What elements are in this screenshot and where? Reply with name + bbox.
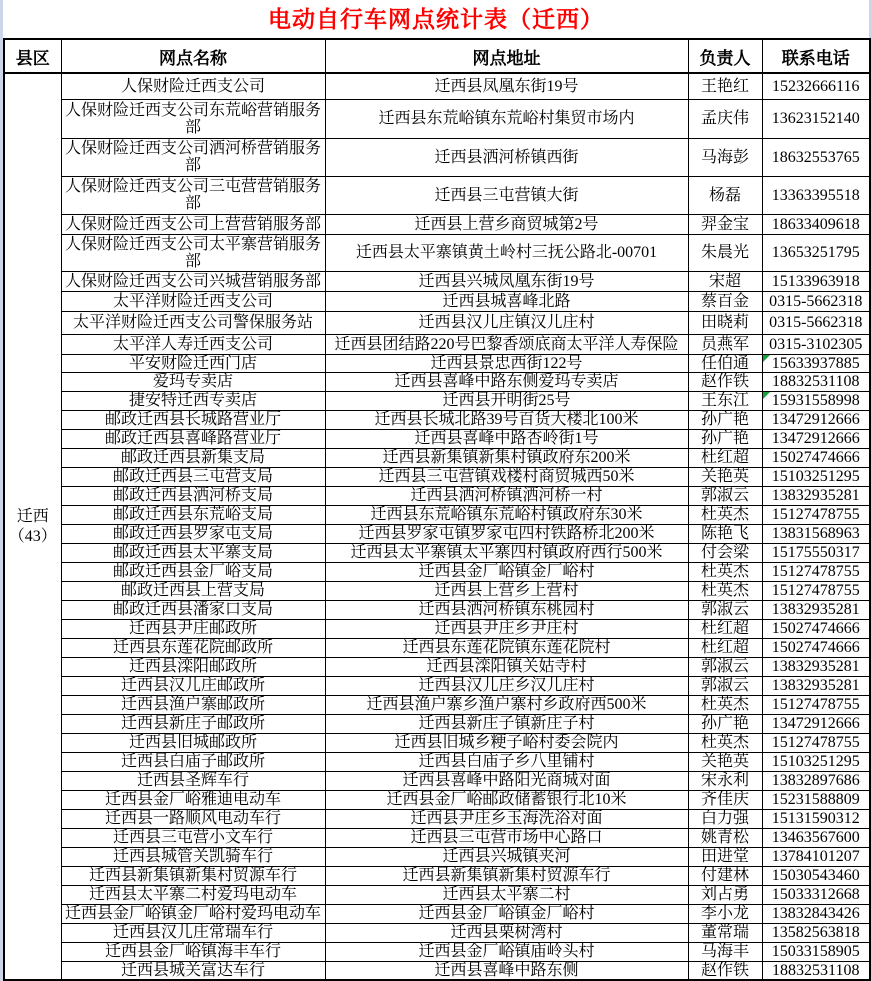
outlet-address-cell[interactable]: 迁西县金厂峪镇庙岭头村 <box>325 942 688 961</box>
outlet-address-cell[interactable]: 迁西县太平寨镇黄土岭村三抚公路北-00701 <box>325 234 688 271</box>
outlet-name-cell[interactable]: 邮政迁西县喜峰路营业厅 <box>61 429 325 448</box>
header-row <box>4 39 870 73</box>
outlet-address-cell[interactable]: 迁西县凤凰东街19号 <box>325 73 688 99</box>
phone-cell[interactable]: 15931558998 <box>762 391 870 410</box>
phone-cell[interactable]: 15033158905 <box>762 942 870 961</box>
phone-cell[interactable]: 18633409618 <box>762 214 870 234</box>
table-row <box>4 581 870 600</box>
phone-cell[interactable]: 15127478755 <box>762 562 870 581</box>
table-row <box>4 885 870 904</box>
table-row <box>4 619 870 638</box>
manager-cell[interactable]: 赵作铁 <box>688 961 762 980</box>
manager-cell[interactable]: 杜英杰 <box>688 505 762 524</box>
outlet-name-cell[interactable]: 迁西县滦阳邮政所 <box>61 657 325 676</box>
worksheet-region <box>3 0 869 981</box>
phone-cell[interactable]: 18832531108 <box>762 372 870 391</box>
outlet-name-cell[interactable]: 迁西县金厂峪雅迪电动车 <box>61 790 325 809</box>
manager-cell[interactable]: 关艳英 <box>688 752 762 771</box>
phone-cell[interactable]: 13472912666 <box>762 429 870 448</box>
manager-cell[interactable]: 刘占勇 <box>688 885 762 904</box>
phone-cell[interactable]: 15103251295 <box>762 752 870 771</box>
outlet-address-cell[interactable]: 迁西县金厂峪镇金厂峪村 <box>325 904 688 923</box>
outlet-name-cell[interactable]: 邮政迁西县金厂峪支局 <box>61 562 325 581</box>
outlet-address-cell[interactable]: 迁西县洒河桥镇洒河桥一村 <box>325 486 688 505</box>
col-header-county: 县区 <box>4 39 61 73</box>
outlet-address-cell[interactable]: 迁西县旧城乡粳子峪村委会院内 <box>325 733 688 752</box>
phone-cell[interactable]: 0315-5662318 <box>762 311 870 334</box>
table-row <box>4 234 870 271</box>
manager-cell[interactable]: 马海丰 <box>688 942 762 961</box>
outlet-name-cell[interactable]: 迁西县东莲花院邮政所 <box>61 638 325 657</box>
outlet-address-cell[interactable]: 迁西县上营乡上营村 <box>325 581 688 600</box>
manager-cell[interactable]: 董常瑞 <box>688 923 762 942</box>
manager-cell[interactable]: 杜英杰 <box>688 733 762 752</box>
outlet-name-cell[interactable]: 人保财险迁西支公司太平寨营销服务部 <box>61 234 325 271</box>
outlet-name-cell[interactable]: 迁西县汉儿庄常瑞车行 <box>61 923 325 942</box>
outlet-address-cell[interactable]: 迁西县团结路220号巴黎香颂底商太平洋人寿保险 <box>325 334 688 354</box>
outlet-address-cell[interactable]: 迁西县白庙子乡八里铺村 <box>325 752 688 771</box>
manager-cell[interactable]: 杜英杰 <box>688 581 762 600</box>
manager-cell[interactable]: 白力强 <box>688 809 762 828</box>
phone-cell[interactable]: 13832935281 <box>762 676 870 695</box>
phone-cell[interactable]: 15027474666 <box>762 619 870 638</box>
manager-cell[interactable]: 付会梁 <box>688 543 762 562</box>
table-row <box>4 176 870 214</box>
table-row <box>4 73 870 99</box>
outlet-name-cell[interactable]: 迁西县金厂峪镇海丰车行 <box>61 942 325 961</box>
outlet-address-cell[interactable]: 迁西县喜峰中路杏岭街1号 <box>325 429 688 448</box>
manager-cell[interactable]: 宋永利 <box>688 771 762 790</box>
outlet-address-cell[interactable]: 迁西县汉儿庄乡汉儿庄村 <box>325 676 688 695</box>
phone-cell[interactable]: 13653251795 <box>762 234 870 271</box>
outlet-address-cell[interactable]: 迁西县滦阳镇关姑寺村 <box>325 657 688 676</box>
outlet-address-cell[interactable]: 迁西县喜峰中路东侧 <box>325 961 688 980</box>
outlet-address-cell[interactable]: 迁西县三屯营市场中心路口 <box>325 828 688 847</box>
table-row <box>4 752 870 771</box>
outlet-address-cell[interactable]: 迁西县洒河桥镇东桃园村 <box>325 600 688 619</box>
outlets-table <box>3 38 871 981</box>
phone-cell[interactable]: 13832935281 <box>762 486 870 505</box>
manager-cell[interactable]: 蔡百金 <box>688 291 762 311</box>
table-row <box>4 657 870 676</box>
table-row <box>4 600 870 619</box>
table-row <box>4 311 870 334</box>
phone-cell[interactable]: 15103251295 <box>762 467 870 486</box>
phone-cell[interactable]: 13832897686 <box>762 771 870 790</box>
outlet-address-cell[interactable]: 迁西县上营乡商贸城第2号 <box>325 214 688 234</box>
table-row <box>4 391 870 410</box>
col-header-phone: 联系电话 <box>762 39 870 73</box>
outlet-address-cell[interactable]: 迁西县新集镇新集村镇政府东200米 <box>325 448 688 467</box>
table-row <box>4 524 870 543</box>
outlet-name-cell[interactable]: 邮政迁西县东荒峪支局 <box>61 505 325 524</box>
phone-cell[interactable]: 15127478755 <box>762 581 870 600</box>
page-title: 电动自行车网点统计表（迁西） <box>268 7 604 32</box>
outlet-name-cell[interactable]: 迁西县新庄子邮政所 <box>61 714 325 733</box>
outlet-name-cell[interactable]: 迁西县金厂峪镇金厂峪村爱玛电动车 <box>61 904 325 923</box>
outlet-address-cell[interactable]: 迁西县尹庄乡玉海洗浴对面 <box>325 809 688 828</box>
outlet-address-cell[interactable]: 迁西县兴城镇夹河 <box>325 847 688 866</box>
outlet-name-cell[interactable]: 人保财险迁西支公司东荒峪营销服务部 <box>61 99 325 138</box>
manager-cell[interactable]: 马海彭 <box>688 138 762 176</box>
manager-cell[interactable]: 杜红超 <box>688 619 762 638</box>
outlet-address-cell[interactable]: 迁西县尹庄乡尹庄村 <box>325 619 688 638</box>
outlet-name-cell[interactable]: 迁西县白庙子邮政所 <box>61 752 325 771</box>
phone-cell[interactable]: 15127478755 <box>762 733 870 752</box>
table-row <box>4 828 870 847</box>
table-row <box>4 847 870 866</box>
outlet-address-cell[interactable]: 迁西县金厂峪镇金厂峪村 <box>325 562 688 581</box>
outlet-address-cell[interactable]: 迁西县东莲花院镇东莲花院村 <box>325 638 688 657</box>
outlet-address-cell[interactable]: 迁西县金厂峪邮政储蓄银行北10米 <box>325 790 688 809</box>
phone-cell[interactable]: 0315-5662318 <box>762 291 870 311</box>
manager-cell[interactable]: 付建林 <box>688 866 762 885</box>
phone-cell[interactable]: 13623152140 <box>762 99 870 138</box>
phone-cell[interactable]: 15033312668 <box>762 885 870 904</box>
manager-cell[interactable]: 孙广艳 <box>688 410 762 429</box>
table-row <box>4 354 870 372</box>
outlet-name-cell[interactable]: 爱玛专卖店 <box>61 372 325 391</box>
manager-cell[interactable]: 陈艳飞 <box>688 524 762 543</box>
phone-cell[interactable]: 15133963918 <box>762 271 870 291</box>
outlet-name-cell[interactable]: 人保财险迁西支公司兴城营销服务部 <box>61 271 325 291</box>
table-row <box>4 505 870 524</box>
manager-cell[interactable]: 羿金宝 <box>688 214 762 234</box>
manager-cell[interactable]: 孙广艳 <box>688 429 762 448</box>
manager-cell[interactable]: 杜红超 <box>688 638 762 657</box>
manager-cell[interactable]: 田进堂 <box>688 847 762 866</box>
manager-cell[interactable]: 员燕军 <box>688 334 762 354</box>
outlet-name-cell[interactable]: 迁西县城管关凯骑车行 <box>61 847 325 866</box>
table-row <box>4 429 870 448</box>
outlet-address-cell[interactable]: 迁西县兴城凤凰东街19号 <box>325 271 688 291</box>
cell-corner-flag-icon <box>763 355 770 362</box>
col-header-manager: 负责人 <box>688 39 762 73</box>
phone-cell[interactable]: 18632553765 <box>762 138 870 176</box>
outlet-name-cell[interactable]: 邮政迁西县三屯营支局 <box>61 467 325 486</box>
table-row <box>4 214 870 234</box>
outlet-name-cell[interactable]: 邮政迁西县新集支局 <box>61 448 325 467</box>
phone-cell[interactable]: 15027474666 <box>762 448 870 467</box>
outlet-name-cell[interactable]: 太平洋财险迁西支公司 <box>61 291 325 311</box>
phone-cell[interactable]: 15232666116 <box>762 73 870 99</box>
table-row <box>4 714 870 733</box>
col-header-outlet-address: 网点地址 <box>325 39 688 73</box>
table-row <box>4 271 870 291</box>
table-row <box>4 467 870 486</box>
manager-cell[interactable]: 朱晨光 <box>688 234 762 271</box>
table-row <box>4 562 870 581</box>
manager-cell[interactable]: 郭淑云 <box>688 486 762 505</box>
outlet-name-cell[interactable]: 捷安特迁西专卖店 <box>61 391 325 410</box>
manager-cell[interactable]: 任伯通 <box>688 354 762 372</box>
manager-cell[interactable]: 王艳红 <box>688 73 762 99</box>
phone-cell[interactable]: 15633937885 <box>762 354 870 372</box>
outlet-name-cell[interactable]: 迁西县城关富达车行 <box>61 961 325 980</box>
manager-cell[interactable]: 关艳英 <box>688 467 762 486</box>
phone-cell[interactable]: 13363395518 <box>762 176 870 214</box>
manager-cell[interactable]: 姚青松 <box>688 828 762 847</box>
manager-cell[interactable]: 王东江 <box>688 391 762 410</box>
manager-cell[interactable]: 杜英杰 <box>688 695 762 714</box>
county-merged-cell[interactable] <box>4 73 61 980</box>
outlet-name-cell[interactable]: 迁西县太平寨二村爱玛电动车 <box>61 885 325 904</box>
outlet-name-cell[interactable]: 迁西县圣辉车行 <box>61 771 325 790</box>
outlet-name-cell[interactable]: 平安财险迁西门店 <box>61 354 325 372</box>
phone-cell[interactable]: 15175550317 <box>762 543 870 562</box>
outlet-address-cell[interactable]: 迁西县长城北路39号百货大楼北100米 <box>325 410 688 429</box>
table-row <box>4 866 870 885</box>
outlet-name-cell[interactable]: 迁西县尹庄邮政所 <box>61 619 325 638</box>
table-row <box>4 543 870 562</box>
county-count: （43） <box>8 527 57 545</box>
outlet-address-cell[interactable]: 迁西县喜峰中路阳光商城对面 <box>325 771 688 790</box>
outlet-name-cell[interactable]: 太平洋财险迁西支公司警保服务站 <box>61 311 325 334</box>
table-row <box>4 809 870 828</box>
outlet-address-cell[interactable]: 迁西县景忠西街122号 <box>325 354 688 372</box>
table-row <box>4 771 870 790</box>
phone-cell[interactable]: 15027474666 <box>762 638 870 657</box>
table-row <box>4 676 870 695</box>
outlet-name-cell[interactable]: 邮政迁西县潘家口支局 <box>61 600 325 619</box>
outlet-address-cell[interactable]: 迁西县汉儿庄镇汉儿庄村 <box>325 311 688 334</box>
phone-cell[interactable]: 15030543460 <box>762 866 870 885</box>
outlet-name-cell[interactable]: 邮政迁西县长城路营业厅 <box>61 410 325 429</box>
phone-cell[interactable]: 13832935281 <box>762 600 870 619</box>
outlet-address-cell[interactable]: 迁西县三屯营镇戏楼村商贸城西50米 <box>325 467 688 486</box>
table-row <box>4 961 870 980</box>
table-row <box>4 942 870 961</box>
outlet-name-cell[interactable]: 迁西县汉儿庄邮政所 <box>61 676 325 695</box>
outlet-address-cell[interactable]: 迁西县栗树湾村 <box>325 923 688 942</box>
phone-cell[interactable]: 13832843426 <box>762 904 870 923</box>
table-row <box>4 138 870 176</box>
outlet-name-cell[interactable]: 邮政迁西县太平寨支局 <box>61 543 325 562</box>
outlet-address-cell[interactable]: 迁西县三屯营镇大街 <box>325 176 688 214</box>
outlet-address-cell[interactable]: 迁西县东荒峪镇东荒峪村镇政府东30米 <box>325 505 688 524</box>
outlet-name-cell[interactable]: 邮政迁西县罗家屯支局 <box>61 524 325 543</box>
table-row <box>4 733 870 752</box>
table-row <box>4 923 870 942</box>
outlet-address-cell[interactable]: 迁西县东荒峪镇东荒峪村集贸市场内 <box>325 99 688 138</box>
outlet-name-cell[interactable]: 迁西县三屯营小文车行 <box>61 828 325 847</box>
phone-cell[interactable]: 13831568963 <box>762 524 870 543</box>
manager-cell[interactable]: 齐佳庆 <box>688 790 762 809</box>
manager-cell[interactable]: 宋超 <box>688 271 762 291</box>
phone-cell[interactable]: 18832531108 <box>762 961 870 980</box>
outlet-name-cell[interactable]: 迁西县渔户寨邮政所 <box>61 695 325 714</box>
outlet-address-cell[interactable]: 迁西县新庄子镇新庄子村 <box>325 714 688 733</box>
manager-cell[interactable]: 李小龙 <box>688 904 762 923</box>
phone-cell[interactable]: 13472912666 <box>762 714 870 733</box>
outlet-name-cell[interactable]: 人保财险迁西支公司三屯营营销服务部 <box>61 176 325 214</box>
manager-cell[interactable]: 杜英杰 <box>688 562 762 581</box>
outlet-address-cell[interactable]: 迁西县新集镇新集村贸源车行 <box>325 866 688 885</box>
table-row <box>4 334 870 354</box>
phone-cell[interactable]: 13582563818 <box>762 923 870 942</box>
phone-cell[interactable]: 0315-3102305 <box>762 334 870 354</box>
table-row <box>4 486 870 505</box>
table-row <box>4 448 870 467</box>
outlet-address-cell[interactable]: 迁西县渔户寨乡渔户寨村乡政府西500米 <box>325 695 688 714</box>
table-row <box>4 638 870 657</box>
phone-cell[interactable]: 13832935281 <box>762 657 870 676</box>
table-row <box>4 695 870 714</box>
outlet-name-cell[interactable]: 迁西县新集镇新集村贸源车行 <box>61 866 325 885</box>
manager-cell[interactable]: 田晓莉 <box>688 311 762 334</box>
outlet-address-cell[interactable]: 迁西县喜峰中路东侧爱玛专卖店 <box>325 372 688 391</box>
manager-cell[interactable]: 郭淑云 <box>688 657 762 676</box>
manager-cell[interactable]: 孟庆伟 <box>688 99 762 138</box>
outlet-name-cell[interactable]: 太平洋人寿迁西支公司 <box>61 334 325 354</box>
manager-cell[interactable]: 赵作铁 <box>688 372 762 391</box>
phone-cell[interactable]: 15231588809 <box>762 790 870 809</box>
cell-corner-flag-icon <box>763 392 770 399</box>
outlet-name-cell[interactable]: 迁西县一路顺风电动车行 <box>61 809 325 828</box>
table-row <box>4 99 870 138</box>
outlet-name-cell[interactable]: 人保财险迁西支公司洒河桥营销服务部 <box>61 138 325 176</box>
county-name: 迁西 <box>16 507 49 525</box>
phone-cell[interactable]: 15131590312 <box>762 809 870 828</box>
table-row <box>4 790 870 809</box>
table-row <box>4 291 870 311</box>
outlet-address-cell[interactable]: 迁西县太平寨二村 <box>325 885 688 904</box>
outlet-name-cell[interactable]: 迁西县旧城邮政所 <box>61 733 325 752</box>
outlet-address-cell[interactable]: 迁西县洒河桥镇西街 <box>325 138 688 176</box>
outlet-address-cell[interactable]: 迁西县城喜峰北路 <box>325 291 688 311</box>
table-row <box>4 904 870 923</box>
manager-cell[interactable]: 杜红超 <box>688 448 762 467</box>
phone-cell[interactable]: 13784101207 <box>762 847 870 866</box>
outlet-name-cell[interactable]: 人保财险迁西支公司 <box>61 73 325 99</box>
table-row <box>4 410 870 429</box>
phone-cell[interactable]: 15127478755 <box>762 695 870 714</box>
phone-cell[interactable]: 15127478755 <box>762 505 870 524</box>
outlet-address-cell[interactable]: 迁西县罗家屯镇罗家屯四村铁路桥北200米 <box>325 524 688 543</box>
outlet-name-cell[interactable]: 人保财险迁西支公司上营营销服务部 <box>61 214 325 234</box>
manager-cell[interactable]: 郭淑云 <box>688 600 762 619</box>
manager-cell[interactable]: 杨磊 <box>688 176 762 214</box>
outlet-name-cell[interactable]: 邮政迁西县洒河桥支局 <box>61 486 325 505</box>
outlet-name-cell[interactable]: 邮政迁西县上营支局 <box>61 581 325 600</box>
phone-cell[interactable]: 13472912666 <box>762 410 870 429</box>
outlet-address-cell[interactable]: 迁西县太平寨镇太平寨四村镇政府西行500米 <box>325 543 688 562</box>
col-header-outlet-name: 网点名称 <box>61 39 325 73</box>
manager-cell[interactable]: 孙广艳 <box>688 714 762 733</box>
manager-cell[interactable]: 郭淑云 <box>688 676 762 695</box>
table-row <box>4 372 870 391</box>
phone-cell[interactable]: 13463567600 <box>762 828 870 847</box>
outlet-address-cell[interactable]: 迁西县开明街25号 <box>325 391 688 410</box>
